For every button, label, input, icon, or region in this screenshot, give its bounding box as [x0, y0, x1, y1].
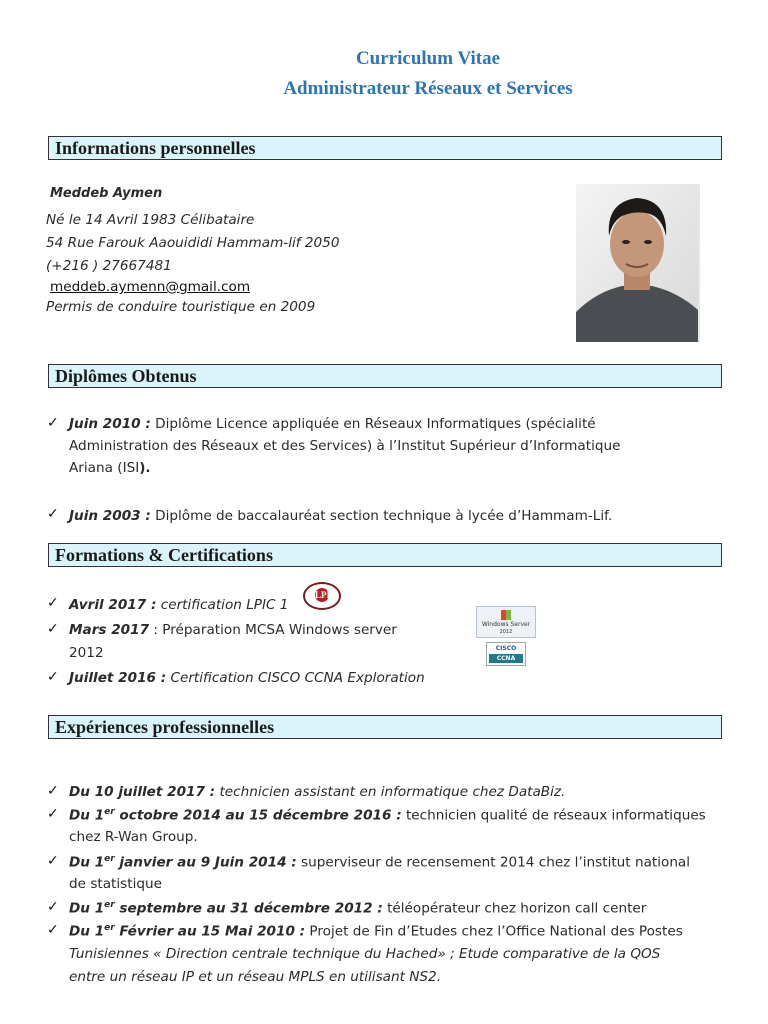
check-icon: ✓: [47, 506, 59, 522]
experience-5-line-2: Tunisiennes « Direction centrale technique du Hached» ; Etude comparative de la QOS: [69, 946, 661, 962]
lpi-logo-text: LPI: [315, 590, 331, 600]
diploma-2: Juin 2003 : Diplôme de baccalauréat section technique à lycée d’Hammam-Lif.: [69, 508, 613, 524]
section-diplomas: Diplômes Obtenus: [48, 364, 722, 388]
experience-1: Du 10 juillet 2017 : technicien assistant en informatique chez DataBiz.: [69, 784, 566, 800]
training-2-line-1: Mars 2017 : Préparation MCSA Windows server: [69, 622, 397, 638]
check-icon: ✓: [47, 415, 59, 431]
check-icon: ✓: [47, 669, 59, 685]
check-icon: ✓: [47, 595, 59, 611]
windows-logo-text: Windows Server: [481, 621, 531, 628]
check-icon: ✓: [47, 922, 59, 938]
cv-title: Curriculum Vitae: [355, 48, 501, 69]
diploma-1-line-1: Juin 2010 : Diplôme Licence appliquée en Réseaux Informatiques (spécialité: [69, 416, 596, 432]
section-personal-info: Informations personnelles: [48, 136, 722, 160]
ccna-logo-text: CCNA: [489, 654, 523, 663]
training-1: Avril 2017 : certification LPIC 1: [69, 597, 289, 613]
profile-photo: [576, 184, 700, 342]
email-link[interactable]: meddeb.aymenn@gmail.com: [50, 279, 251, 295]
check-icon: ✓: [47, 621, 59, 637]
birth-info: Né le 14 Avril 1983 Célibataire: [46, 212, 255, 228]
diploma-1-line-2: Administration des Réseaux et des Services) à l’Institut Supérieur d’Informatique: [69, 438, 621, 454]
experience-3-line-2: de statistique: [69, 876, 162, 892]
cv-subtitle: Administrateur Réseaux et Services: [283, 78, 573, 99]
experience-2-line-1: Du 1er octobre 2014 au 15 décembre 2016 : technicien qualité de réseaux informatiques: [69, 807, 706, 824]
experience-3-line-1: Du 1er janvier au 9 Juin 2014 : superviseur de recensement 2014 chez l’institut national: [69, 854, 691, 871]
windows-logo-year: 2012: [499, 629, 513, 635]
experience-5-line-3: entre un réseau IP et un réseau MPLS en utilisant NS2.: [69, 969, 442, 985]
experience-2-line-2: chez R-Wan Group.: [69, 829, 198, 845]
lpi-logo-icon: [303, 582, 341, 610]
windows-server-logo-icon: [476, 606, 536, 638]
training-2-line-2: 2012: [69, 645, 104, 661]
cisco-ccna-logo-icon: [486, 642, 526, 666]
experience-5-line-1: Du 1er Février au 15 Mai 2010 : Projet de Fin d’Etudes chez l’Office National des Postes: [69, 923, 683, 940]
section-experience: Expériences professionnelles: [48, 715, 722, 739]
section-trainings: Formations & Certifications: [48, 543, 722, 567]
check-icon: ✓: [47, 783, 59, 799]
driving-license: Permis de conduire touristique en 2009: [46, 299, 316, 315]
check-icon: ✓: [47, 899, 59, 915]
check-icon: ✓: [47, 806, 59, 822]
experience-4: Du 1er septembre au 31 décembre 2012 : téléopérateur chez horizon call center: [69, 900, 647, 917]
diploma-1-line-3: Ariana (ISI).: [69, 460, 151, 476]
training-3: Juillet 2016 : Certification CISCO CCNA Exploration: [69, 670, 425, 686]
cisco-logo-text: CISCO: [495, 645, 517, 652]
phone: (+216 ) 27667481: [46, 258, 172, 274]
check-icon: ✓: [47, 853, 59, 869]
address: 54 Rue Farouk Aaouididi Hammam-lif 2050: [46, 235, 340, 251]
person-name: Meddeb Aymen: [50, 186, 163, 201]
